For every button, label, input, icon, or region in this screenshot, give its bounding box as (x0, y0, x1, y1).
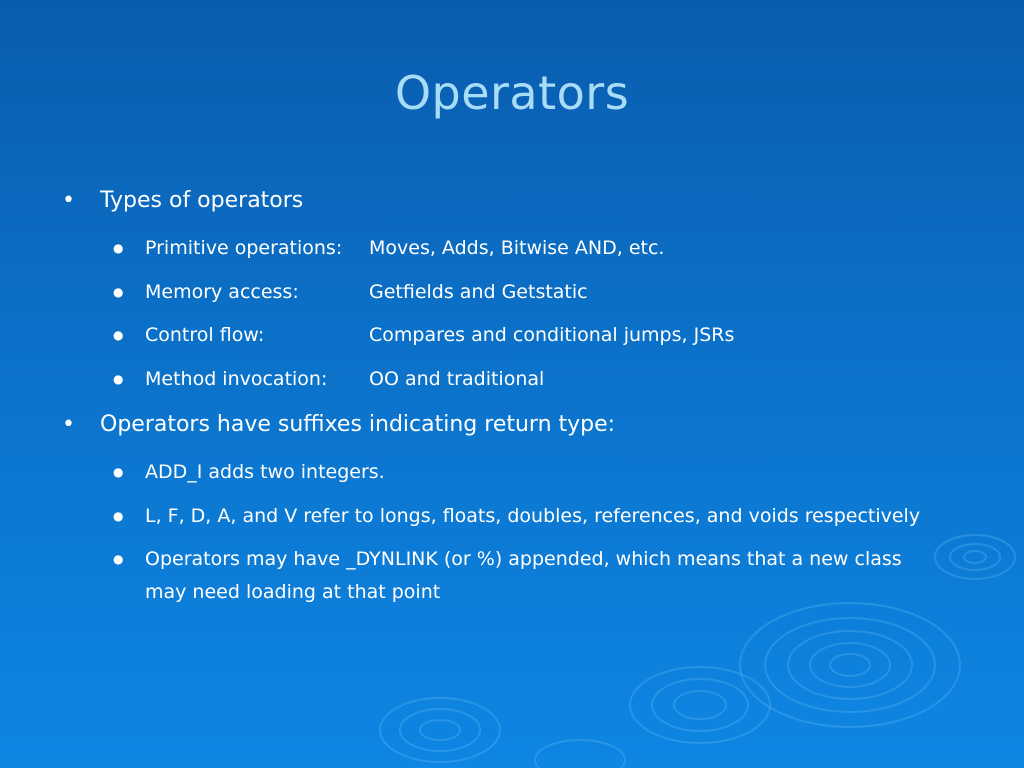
sub-bullet-value: Getfields and Getstatic (369, 281, 588, 303)
sub-bullet-key: Primitive operations: (145, 237, 343, 259)
sub-bullet-key: Method invocation: (145, 368, 328, 390)
sub-bullet-type-letters (113, 500, 921, 533)
bullet-operator-suffixes (62, 412, 616, 437)
bullet-icon: • (62, 412, 75, 437)
sub-bullet-key: Memory access: (145, 281, 299, 303)
sub-bullet-icon: ● (113, 241, 124, 255)
bullet-text: Operators have suffixes indicating return type: (100, 412, 616, 437)
sub-bullet-key: Control flow: (145, 324, 265, 346)
sub-bullet-text: L, F, D, A, and V refer to longs, floats, doubles, references, and voids respectively (145, 505, 921, 527)
sub-bullet-value: Compares and conditional jumps, JSRs (369, 324, 735, 346)
bullet-icon: • (62, 188, 75, 213)
sub-bullet-icon: ● (113, 328, 124, 342)
sub-bullet-text: ADD_I adds two integers. (145, 461, 385, 483)
sub-bullet-add-i (113, 456, 385, 489)
sub-bullet-icon: ● (113, 465, 124, 479)
slide-title: Operators (394, 66, 630, 120)
sub-bullet-icon: ● (113, 372, 124, 386)
sub-bullet-value: OO and traditional (369, 368, 545, 390)
sub-bullet-text-line-2: may need loading at that point (145, 581, 441, 603)
sub-bullet-primitive-operations (113, 232, 665, 265)
sub-bullet-control-flow (113, 319, 735, 352)
sub-bullet-value: Moves, Adds, Bitwise AND, etc. (369, 237, 665, 259)
sub-bullet-icon: ● (113, 285, 124, 299)
sub-bullet-text-line-1: Operators may have _DYNLINK (or %) appended, which means that a new class (145, 548, 902, 570)
sub-bullet-method-invocation (113, 363, 545, 396)
sub-bullet-dynlink (113, 543, 902, 609)
bullet-text: Types of operators (100, 188, 304, 213)
sub-bullet-icon: ● (113, 552, 124, 566)
sub-bullet-memory-access (113, 276, 588, 309)
sub-bullet-icon: ● (113, 509, 124, 523)
bullet-types-of-operators (62, 188, 304, 213)
